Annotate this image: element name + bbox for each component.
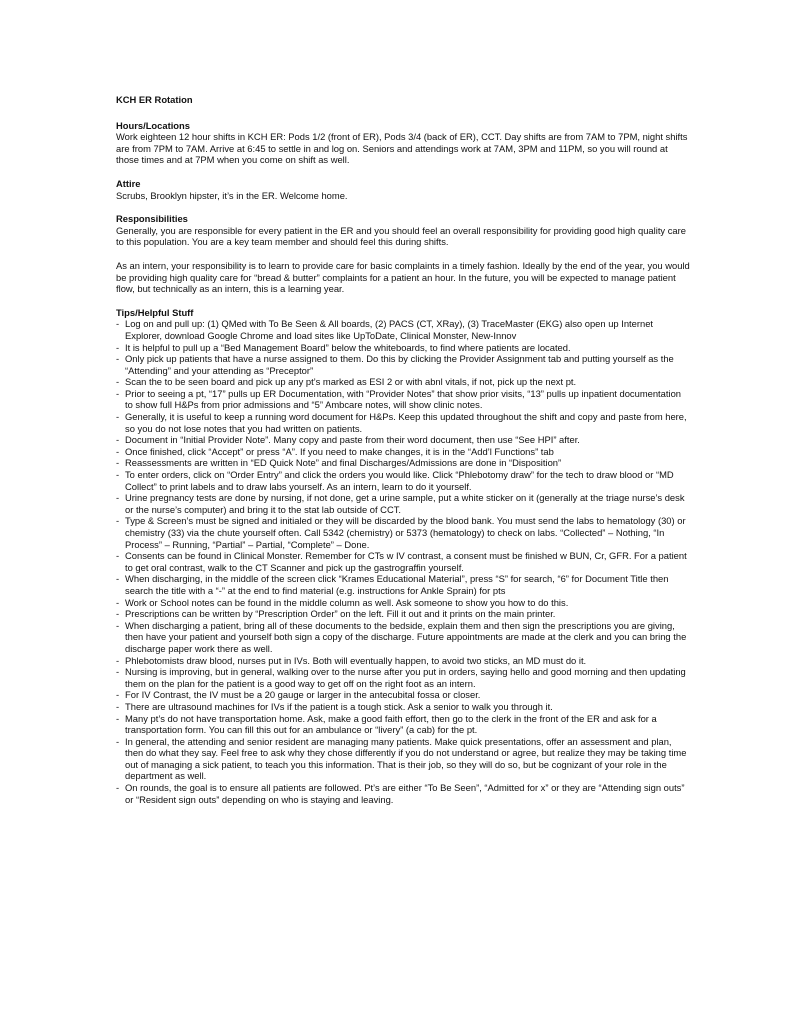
section-heading: Responsibilities (116, 213, 188, 225)
tip-item: - Nursing is improving, but in general, walking over to the nurse after you put in orders, saying hello and good morning and then updating them on the plan for the patient is a good way to get off on the right foot as an intern. (116, 666, 691, 689)
section-heading: Hours/Locations (116, 119, 190, 131)
section-paragraph: Scrubs, Brooklyn hipster, it’s in the ER. Welcome home. (116, 189, 348, 201)
tip-item: - For IV Contrast, the IV must be a 20 gauge or larger in the antecubital fossa or closer. (116, 689, 691, 701)
section-heading: Tips/Helpful Stuff (116, 306, 194, 318)
tip-item: - Phlebotomists draw blood, nurses put in IVs. Both will eventually happen, to avoid two sticks, an MD must do it. (116, 655, 691, 667)
tip-item: - There are ultrasound machines for IVs if the patient is a tough stick. Ask a senior to walk you through it. (116, 701, 691, 713)
section-paragraph: Generally, you are responsible for every patient in the ER and you should feel an overall responsibility for providing good high quality care to this population. You are a key team member and should feel this during shifts. (116, 224, 686, 248)
section-paragraph: Work eighteen 12 hour shifts in KCH ER: Pods 1/2 (front of ER), Pods 3/4 (back of ER), CCT. Day shifts are from 7AM to 7PM, night shifts are from 7PM to 7AM. Arrive at 6:45 to settle in and log on. Seniors and attendings work at 7AM, 3PM and 11PM, so you will round at those times and at 7PM when you come on shift as well. (116, 131, 688, 166)
tip-item: - It is helpful to pull up a “Bed Management Board” below the whiteboards, to find where patients are located. (116, 342, 691, 354)
tip-item: - Only pick up patients that have a nurse assigned to them. Do this by clicking the Provider Assignment tab and putting yourself as the “Attending” and your attending as “Preceptor” (116, 353, 691, 376)
document-body (116, 94, 691, 817)
section-attire (116, 178, 691, 201)
tip-item: - Work or School notes can be found in the middle column as well. Ask someone to show you how to do this. (116, 597, 691, 609)
section-paragraph: As an intern, your responsibility is to learn to provide care for basic complaints in a timely fashion. Ideally by the end of the year, you would be providing high quality care for “bread & butter” complaints for a patient an hour. In the future, you will be expected to manage patient flow, but technically as an intern, this is a learning year. (116, 259, 690, 295)
tip-item: - To enter orders, click on “Order Entry” and click the orders you would like. Click “Phlebotomy draw” for the tech to draw blood or “MD Collect” to print labels and to draw labs yourself. As an intern, learn to do it yourself. (116, 469, 691, 492)
tip-item: - Prior to seeing a pt, “17” pulls up ER Documentation, with “Provider Notes” that show prior visits, “13” pulls up inpatient documentation to show full H&Ps from prior admissions and “5” Ambcare notes, will show clinic notes. (116, 388, 691, 411)
tip-item: - Consents can be found in Clinical Monster. Remember for CTs w IV contrast, a consent must be finished w BUN, Cr, GFR. For a patient to get oral contrast, walk to the CT Scanner and pick up the gastrograffin yourself. (116, 550, 691, 573)
tip-item: - Document in “Initial Provider Note”. Many copy and paste from their word document, then use “See HPI” after. (116, 434, 691, 446)
document-title: KCH ER Rotation (116, 94, 193, 105)
tip-item: - When discharging, in the middle of the screen click “Krames Educational Material”, press “S” for search, “6” for Document Title then search the title with a “-” at the end to find material (e.g. instructions for Ankle Sprain) for pts (116, 573, 691, 596)
section-responsibilities (116, 213, 691, 295)
tip-item: - Reassessments are written in “ED Quick Note” and final Discharges/Admissions are done in “Disposition” (116, 457, 691, 469)
tip-item: - Generally, it is useful to keep a running word document for H&Ps. Keep this updated throughout the shift and copy and paste from here, so you do not lose notes that you had written on patients. (116, 411, 691, 434)
tip-item: - In general, the attending and senior resident are managing many patients. Make quick presentations, offer an assessment and plan, then do what they say. Feel free to ask why they chose differently if you do not understand or agree, but realize they may be taking time out of managing a sick patient, to teach you this information. That is their job, so they will do so, but be cognizant of your role in the department as well. (116, 736, 691, 782)
tip-item: - Once finished, click “Accept” or press “A”. If you need to make changes, it is in the “Add’l Functions” tab (116, 446, 691, 458)
tip-item: - Scan the to be seen board and pick up any pt’s marked as ESI 2 or with abnl vitals, if not, pick up the next pt. (116, 376, 691, 388)
tip-item: - Prescriptions can be written by “Prescription Order” on the left. Fill it out and it prints on the main printer. (116, 608, 691, 620)
tips-list (116, 318, 691, 805)
section-heading: Attire (116, 177, 141, 189)
tip-item: - Type & Screen’s must be signed and initialed or they will be discarded by the blood bank. You must send the labs to hematology (30) or chemistry (33) via the chute yourself often. Call 5342 (chemistry) or 5373 (hematology) to check on labs. “Collected” – Nothing, “In Process” – Running, “Partial” – Partial, “Complete” – Done. (116, 515, 691, 550)
tip-item: - When discharging a patient, bring all of these documents to the bedside, explain them and then sign the prescriptions you are giving, then have your patient and yourself both sign a copy of the discharge. Future appointments are made at the clerk and you can bring the discharge paper work there as well. (116, 620, 691, 655)
tip-item: - Urine pregnancy tests are done by nursing, if not done, get a urine sample, put a white sticker on it (generally at the triage nurse’s desk or the nurse’s computer) and bring it to the stat lab outside of CCT. (116, 492, 691, 515)
tip-item: - Many pt’s do not have transportation home. Ask, make a good faith effort, then go to the clerk in the front of the ER and ask for a transportation form. You can fill this out for an ambulance or “livery” (a cab) for the pt. (116, 713, 691, 736)
section-hours-locations (116, 120, 691, 166)
tip-item: - On rounds, the goal is to ensure all patients are followed. Pt’s are either “To Be Seen”, “Admitted for x” or they are “Attending sign outs” or “Resident sign outs” depending on who is staying and leaving. (116, 782, 691, 805)
section-tips (116, 307, 691, 806)
tip-item: - Log on and pull up: (1) QMed with To Be Seen & All boards, (2) PACS (CT, XRay), (3) TraceMaster (EKG) also open up Internet Explorer, download Google Chrome and load sites like UpToDate, Clinical Monster, New-Innov (116, 318, 691, 341)
